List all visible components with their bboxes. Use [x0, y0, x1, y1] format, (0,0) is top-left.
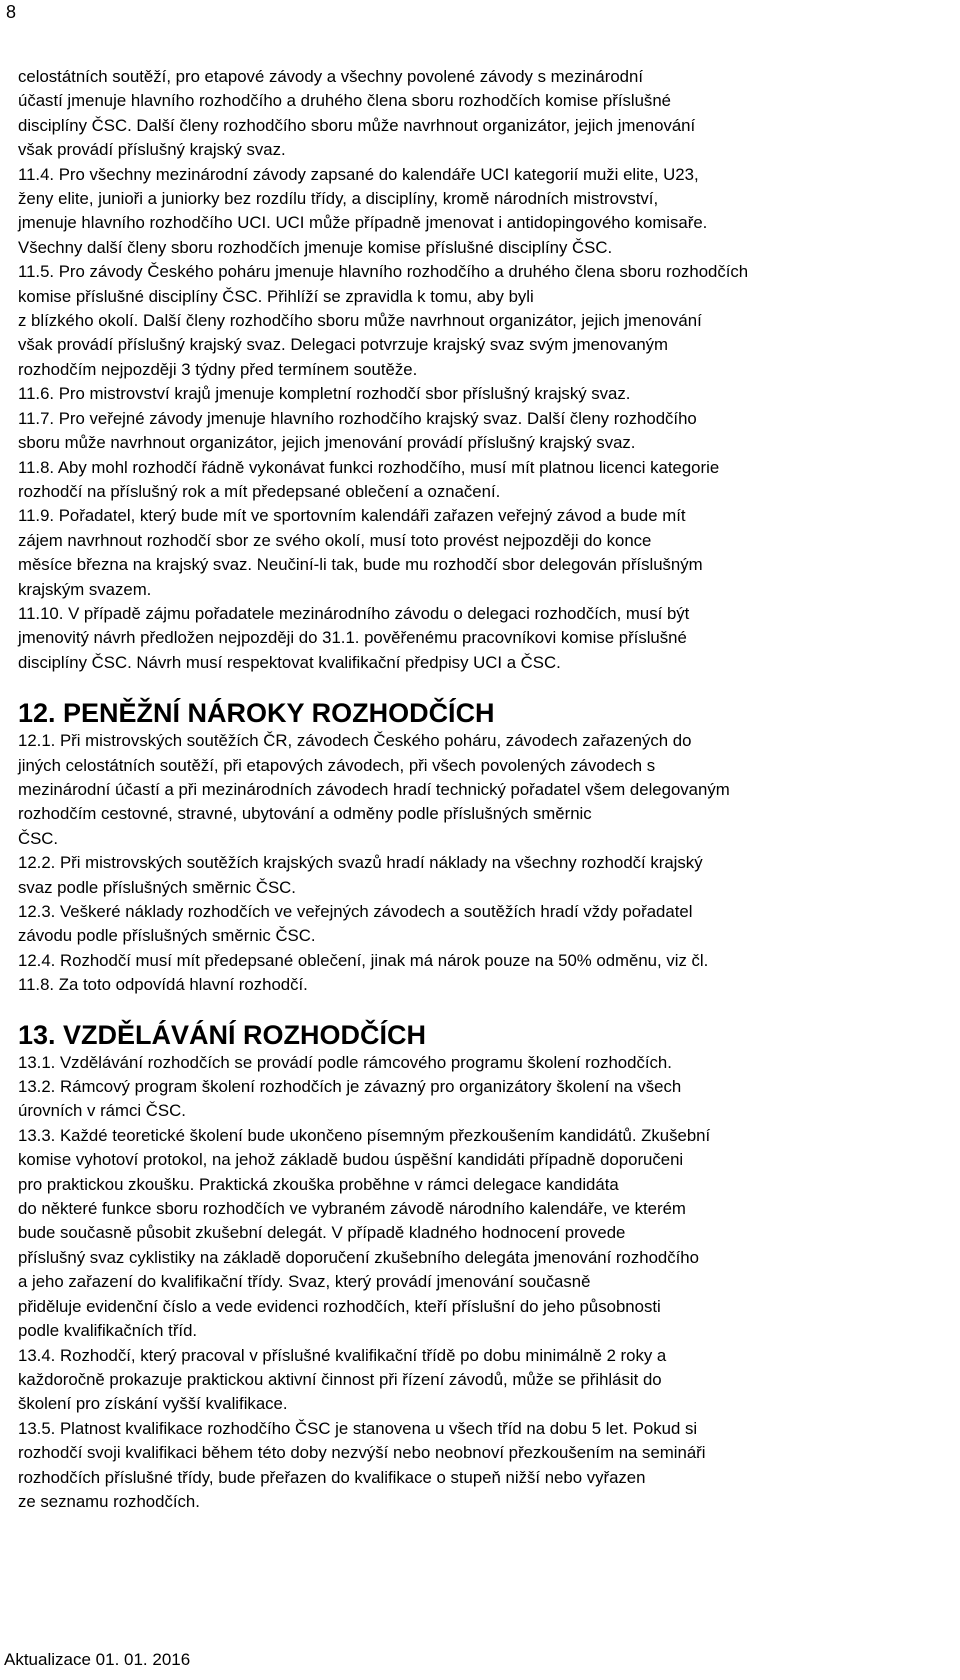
text-line: zájem navrhnout rozhodčí sbor ze svého okolí, musí toto provést nejpozději do konce — [18, 530, 652, 550]
text-line: sboru může navrhnout organizátor, jejich jmenování provádí příslušný krajský svaz. — [18, 433, 636, 453]
text-line: úrovních v rámci ČSC. — [18, 1101, 186, 1121]
text-line: 11.5. Pro závody Českého poháru jmenuje hlavního rozhodčího a druhého člena sboru rozhodčích — [18, 262, 749, 282]
text-line: jiných celostátních soutěží, při etapových závodech, při všech povolených závodech s — [18, 755, 656, 775]
text-line: rozhodčí svoji kvalifikaci během této doby nezvýší nebo neobnoví přezkoušením na semináři — [18, 1443, 706, 1463]
text-line: 12.3. Veškeré náklady rozhodčích ve veřejných závodech a soutěžích hradí vždy pořadatel — [18, 902, 693, 921]
text-line: však provádí příslušný krajský svaz. Delegaci potvrzuje krajský svaz svým jmenovaným — [18, 335, 669, 355]
section-13-heading: 13. VZDĚLÁVÁNÍ ROZHODČÍCH — [18, 1019, 427, 1050]
section-13-body — [18, 1051, 940, 1515]
text-line: 11.4. Pro všechny mezinárodní závody zapsané do kalendáře UCI kategorií muži elite, U23, — [18, 164, 699, 184]
text-line: jmenovitý návrh předložen nejpozději do 31.1. pověřenému pracovníkovi komise příslušné — [18, 628, 687, 648]
text-line: závodu podle příslušných směrnic ČSC. — [18, 926, 316, 946]
text-line: 11.10. V případě zájmu pořadatele mezinárodního závodu o delegaci rozhodčích, musí být — [18, 603, 690, 623]
text-line: ČSC. — [18, 828, 59, 848]
text-line: 11.8. Aby mohl rozhodčí řádně vykonávat funkci rozhodčího, musí mít platnou licenci kategorie — [18, 457, 720, 477]
text-line: ženy elite, junioři a juniorky bez rozdílu třídy, a disciplíny, kromě národních mistrovství, — [18, 189, 659, 209]
text-line: 13.4. Rozhodčí, který pracoval v příslušné kvalifikační třídě po dobu minimálně 2 roky a — [18, 1345, 667, 1365]
text-line: přiděluje evidenční číslo a vede evidenci rozhodčích, kteří příslušní do jeho působnosti — [18, 1296, 661, 1316]
text-line: 12.2. Při mistrovských soutěžích krajských svazů hradí náklady na všechny rozhodčí krajský — [18, 853, 703, 873]
section-12-body — [18, 729, 940, 997]
text-line: a jeho zařazení do kvalifikační třídy. Svaz, který provádí jmenování současně — [18, 1272, 591, 1292]
text-line: příslušný svaz cyklistiky na základě doporučení zkušebního delegáta jmenování rozhodčího — [18, 1247, 699, 1267]
text-line: školení pro získání vyšší kvalifikace. — [18, 1394, 288, 1414]
text-line: 11.8. Za toto odpovídá hlavní rozhodčí. — [18, 975, 308, 995]
text-line: 13.5. Platnost kvalifikace rozhodčího ČSC je stanovena u všech tříd na dobu 5 let. Pokud si — [18, 1418, 698, 1438]
text-line: rozhodčím cestovné, stravné, ubytování a odměny podle příslušných směrnic — [18, 804, 592, 824]
text-line: 11.7. Pro veřejné závody jmenuje hlavního rozhodčího krajský svaz. Další členy rozhodčího — [18, 408, 697, 428]
text-line: 11.6. Pro mistrovství krajů jmenuje kompletní rozhodčí sbor příslušný krajský svaz. — [18, 384, 631, 404]
text-line: mezinárodní účastí a při mezinárodních závodech hradí technický pořadatel všem delegovaným — [18, 779, 730, 799]
page-number: 8 — [6, 2, 17, 22]
intro-paragraphs — [18, 65, 940, 675]
text-line: 12.4. Rozhodčí musí mít předepsané oblečení, jinak má nárok pouze na 50% odměnu, viz čl. — [18, 950, 709, 970]
text-line: celostátních soutěží, pro etapové závody a všechny povolené závody s mezinárodní — [18, 67, 644, 86]
text-line: z blízkého okolí. Další členy rozhodčího sboru může navrhnout organizátor, jejich jmenování — [18, 311, 702, 331]
text-line: 13.2. Rámcový program školení rozhodčích je závazný pro organizátory školení na všech — [18, 1077, 682, 1097]
text-line: do některé funkce sboru rozhodčích ve vybraném závodě národního kalendáře, ve kterém — [18, 1199, 686, 1219]
text-line: 11.9. Pořadatel, který bude mít ve sportovním kalendáři zařazen veřejný závod a bude mít — [18, 506, 686, 526]
text-line: jmenuje hlavního rozhodčího UCI. UCI může případně jmenovat i antidopingového komisaře. — [18, 213, 708, 233]
text-line: ze seznamu rozhodčích. — [18, 1491, 200, 1511]
text-line: 12.1. Při mistrovských soutěžích ČR, závodech Českého poháru, závodech zařazených do — [18, 731, 692, 751]
text-line: disciplíny ČSC. Další členy rozhodčího sboru může navrhnout organizátor, jejich jmenování — [18, 115, 696, 135]
text-line: podle kvalifikačních tříd. — [18, 1321, 198, 1341]
text-line: 13.1. Vzdělávání rozhodčích se provádí podle rámcového programu školení rozhodčích. — [18, 1052, 672, 1072]
text-line: 13.3. Každé teoretické školení bude ukončeno písemným přezkoušením kandidátů. Zkušební — [18, 1125, 711, 1145]
text-line: komise vyhotoví protokol, na jehož základě budou úspěšní kandidáti případně doporučeni — [18, 1150, 684, 1170]
text-line: Všechny další členy sboru rozhodčích jmenuje komise příslušné disciplíny ČSC. — [18, 237, 613, 257]
text-line: pro praktickou zkoušku. Praktická zkouška proběhne v rámci delegace kandidáta — [18, 1174, 619, 1194]
text-line: měsíce března na krajský svaz. Neučiní-li tak, bude mu rozhodčí sbor delegován příslušným — [18, 555, 703, 575]
text-line: komise příslušné disciplíny ČSC. Přihlíží se zpravidla k tomu, aby byli — [18, 286, 534, 306]
text-line: bude současně působit zkušební delegát. V případě kladného hodnocení provede — [18, 1223, 626, 1243]
text-line: disciplíny ČSC. Návrh musí respektovat kvalifikační předpisy UCI a ČSC. — [18, 652, 561, 672]
footer-update-date: Aktualizace 01. 01. 2016 — [4, 1650, 191, 1669]
text-line: účastí jmenuje hlavního rozhodčího a druhého člena sboru rozhodčích komise příslušné — [18, 91, 671, 111]
text-line: každoročně prokazuje praktickou aktivní činnost při řízení závodů, může se přihlásit do — [18, 1369, 662, 1389]
text-line: rozhodčím nejpozději 3 týdny před termínem soutěže. — [18, 359, 418, 379]
text-line: však provádí příslušný krajský svaz. — [18, 140, 286, 160]
document-body — [18, 65, 940, 1514]
text-line: rozhodčí na příslušný rok a mít předepsané oblečení a označení. — [18, 481, 501, 501]
text-line: krajským svazem. — [18, 579, 152, 599]
section-12-heading: 12. PENĚŽNÍ NÁROKY ROZHODČÍCH — [18, 698, 495, 729]
text-line: rozhodčích příslušné třídy, bude přeřazen do kvalifikace o stupeň nižší nebo vyřazen — [18, 1467, 646, 1487]
text-line: svaz podle příslušných směrnic ČSC. — [18, 877, 296, 897]
